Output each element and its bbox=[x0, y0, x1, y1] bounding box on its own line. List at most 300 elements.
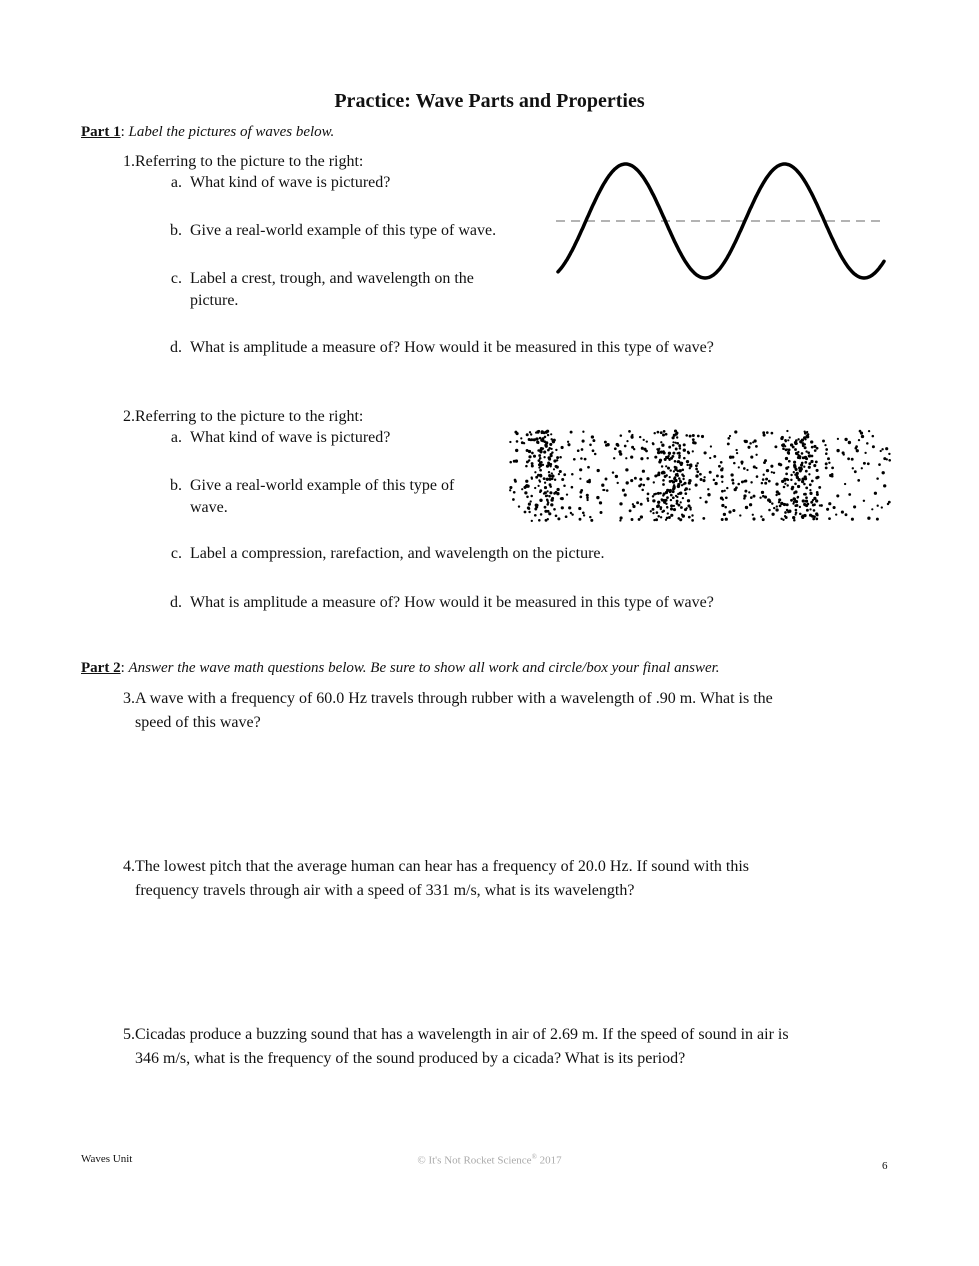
wave-particle bbox=[680, 518, 683, 521]
wave-particle bbox=[853, 505, 856, 508]
wave-particle bbox=[787, 511, 790, 514]
wave-particle bbox=[773, 472, 775, 474]
wave-particle bbox=[530, 495, 533, 498]
wave-particle bbox=[689, 464, 692, 467]
wave-particle bbox=[509, 461, 512, 464]
wave-particle bbox=[871, 508, 873, 510]
wave-particle bbox=[825, 452, 828, 455]
wave-particle bbox=[785, 449, 788, 452]
wave-particle bbox=[549, 483, 552, 486]
wave-particle bbox=[835, 513, 837, 515]
wave-particle bbox=[733, 462, 736, 465]
wave-particle bbox=[599, 511, 602, 514]
wave-particle bbox=[854, 447, 857, 450]
wave-particle bbox=[657, 515, 660, 518]
wave-particle bbox=[705, 500, 708, 503]
wave-particle bbox=[605, 478, 608, 481]
wave-particle bbox=[692, 434, 695, 437]
wave-particle bbox=[573, 458, 576, 461]
wave-particle bbox=[528, 503, 531, 506]
wave-particle bbox=[686, 460, 689, 463]
question-4-line-2: frequency travels through air with a speed of 331 m/s, what is its wavelength? bbox=[135, 882, 635, 899]
wave-particle bbox=[535, 431, 537, 433]
question-5-line-1: Cicadas produce a buzzing sound that has a wavelength in air of 2.69 m. If the speed of sound in air is bbox=[135, 1026, 789, 1043]
wave-particle bbox=[863, 500, 865, 502]
wave-particle bbox=[788, 460, 791, 463]
wave-particle bbox=[686, 464, 688, 466]
wave-particle bbox=[663, 510, 666, 513]
wave-particle bbox=[615, 475, 618, 478]
wave-particle bbox=[783, 486, 786, 489]
wave-particle bbox=[539, 450, 542, 453]
wave-particle bbox=[554, 479, 556, 481]
wave-particle bbox=[720, 468, 723, 471]
wave-particle bbox=[591, 435, 594, 438]
wave-particle bbox=[876, 518, 879, 521]
wave-particle bbox=[577, 449, 580, 452]
wave-particle bbox=[525, 465, 528, 468]
wave-particle bbox=[582, 431, 584, 433]
wave-particle bbox=[579, 496, 582, 499]
wave-particle bbox=[781, 444, 784, 447]
wave-particle bbox=[841, 511, 844, 514]
wave-particle bbox=[854, 470, 857, 473]
wave-particle bbox=[509, 486, 512, 489]
wave-particle bbox=[556, 459, 558, 461]
wave-particle bbox=[540, 513, 543, 516]
wave-particle bbox=[514, 431, 517, 434]
wave-particle bbox=[672, 490, 675, 493]
wave-particle bbox=[695, 484, 698, 487]
wave-particle bbox=[561, 506, 564, 509]
wave-particle bbox=[801, 462, 804, 465]
wave-particle bbox=[883, 457, 886, 460]
wave-particle bbox=[683, 483, 685, 485]
wave-particle bbox=[802, 499, 805, 502]
wave-particle bbox=[815, 499, 818, 502]
wave-particle bbox=[641, 447, 644, 450]
wave-particle bbox=[630, 479, 633, 482]
wave-particle bbox=[680, 462, 683, 465]
wave-particle bbox=[531, 478, 533, 480]
wave-particle bbox=[670, 514, 673, 517]
wave-particle bbox=[668, 446, 671, 449]
wave-particle bbox=[667, 512, 669, 514]
wave-particle bbox=[766, 431, 769, 434]
wave-particle bbox=[538, 454, 541, 457]
wave-particle bbox=[710, 445, 712, 447]
wave-particle bbox=[807, 451, 810, 454]
question-2-number: 2. bbox=[123, 408, 135, 425]
wave-particle bbox=[550, 453, 553, 456]
wave-particle bbox=[671, 455, 674, 458]
wave-particle bbox=[568, 506, 571, 509]
wave-particle bbox=[655, 493, 657, 495]
wave-particle bbox=[659, 492, 661, 494]
wave-particle bbox=[638, 518, 641, 521]
wave-particle bbox=[678, 444, 680, 446]
wave-particle bbox=[601, 484, 604, 487]
question-3 bbox=[109, 687, 773, 735]
wave-particle bbox=[643, 484, 646, 487]
wave-particle bbox=[567, 441, 569, 443]
wave-particle bbox=[686, 507, 688, 509]
wave-particle bbox=[509, 441, 511, 443]
wave-particle bbox=[759, 497, 761, 499]
wave-particle bbox=[680, 506, 683, 509]
wave-particle bbox=[578, 507, 581, 510]
question-2 bbox=[109, 405, 363, 429]
wave-particle bbox=[614, 447, 617, 450]
wave-particle bbox=[668, 516, 671, 519]
wave-particle bbox=[541, 431, 544, 434]
wave-particle bbox=[833, 506, 836, 509]
wave-particle bbox=[588, 479, 591, 482]
wave-particle bbox=[775, 482, 778, 485]
wave-particle bbox=[762, 478, 765, 481]
wave-particle bbox=[752, 514, 754, 516]
wave-particle bbox=[539, 481, 541, 483]
wave-particle bbox=[683, 449, 686, 452]
wave-particle bbox=[691, 519, 694, 522]
wave-particle bbox=[795, 468, 798, 471]
wave-particle bbox=[872, 435, 875, 438]
wave-particle bbox=[771, 513, 774, 516]
wave-particle bbox=[867, 517, 870, 520]
wave-particle bbox=[673, 484, 675, 486]
wave-particle bbox=[650, 510, 652, 512]
footer-copyright bbox=[0, 1153, 979, 1167]
wave-particle bbox=[763, 474, 765, 476]
wave-particle bbox=[749, 442, 752, 445]
wave-particle bbox=[868, 430, 870, 432]
wave-particle bbox=[713, 455, 716, 458]
wave-particle bbox=[540, 439, 543, 442]
part2-heading bbox=[81, 660, 720, 677]
wave-particle bbox=[748, 491, 750, 493]
wave-particle bbox=[551, 475, 554, 478]
wave-particle bbox=[753, 495, 756, 498]
wave-particle bbox=[539, 499, 542, 502]
question-1c-text: Label a crest, trough, and wavelength on the bbox=[190, 270, 474, 287]
wave-particle bbox=[790, 474, 792, 476]
wave-particle bbox=[810, 501, 813, 504]
wave-particle bbox=[549, 465, 551, 467]
wave-particle bbox=[652, 499, 655, 502]
wave-particle bbox=[547, 490, 549, 492]
wave-particle bbox=[586, 496, 589, 499]
wave-particle bbox=[571, 473, 574, 476]
wave-particle bbox=[741, 462, 743, 464]
wave-particle bbox=[776, 490, 779, 493]
wave-particle bbox=[640, 515, 643, 518]
wave-particle bbox=[662, 483, 665, 486]
wave-particle bbox=[548, 495, 550, 497]
wave-particle bbox=[860, 432, 863, 435]
wave-particle bbox=[540, 447, 543, 450]
wave-particle bbox=[646, 440, 648, 442]
wave-particle bbox=[803, 514, 806, 517]
wave-particle bbox=[746, 469, 748, 471]
wave-particle bbox=[806, 509, 809, 512]
wave-particle bbox=[704, 451, 707, 454]
wave-particle bbox=[684, 492, 687, 495]
question-2a bbox=[158, 427, 390, 449]
wave-particle bbox=[659, 459, 662, 462]
wave-particle bbox=[666, 496, 669, 499]
wave-particle bbox=[544, 436, 547, 439]
wave-particle bbox=[652, 508, 655, 511]
wave-particle bbox=[761, 491, 764, 494]
wave-particle bbox=[566, 493, 568, 495]
wave-particle bbox=[669, 469, 671, 471]
wave-particle bbox=[669, 489, 672, 492]
wave-particle bbox=[881, 448, 883, 450]
wave-particle bbox=[673, 505, 675, 507]
wave-particle bbox=[878, 463, 881, 466]
wave-particle bbox=[535, 476, 538, 479]
wave-particle bbox=[622, 489, 625, 492]
wave-particle bbox=[673, 508, 676, 511]
wave-particle bbox=[657, 501, 660, 504]
wave-particle bbox=[579, 468, 582, 471]
wave-particle bbox=[827, 457, 830, 460]
wave-particle bbox=[818, 486, 821, 489]
wave-particle bbox=[555, 491, 558, 494]
wave-particle bbox=[743, 467, 746, 470]
wave-particle bbox=[812, 518, 815, 521]
wave-particle bbox=[803, 503, 806, 506]
wave-particle bbox=[765, 478, 768, 481]
wave-particle bbox=[790, 499, 793, 502]
wave-particle bbox=[682, 497, 684, 499]
wave-particle bbox=[672, 444, 675, 447]
wave-particle bbox=[858, 439, 860, 441]
wave-particle bbox=[525, 480, 528, 483]
wave-particle bbox=[695, 468, 698, 471]
wave-particle bbox=[540, 461, 543, 464]
wave-particle bbox=[674, 479, 677, 482]
wave-particle bbox=[722, 498, 724, 500]
wave-particle bbox=[785, 440, 787, 442]
wave-particle bbox=[739, 514, 741, 516]
wave-particle bbox=[793, 519, 796, 522]
wave-particle bbox=[824, 444, 826, 446]
wave-particle bbox=[786, 430, 788, 432]
wave-particle bbox=[784, 483, 786, 485]
wave-particle bbox=[550, 433, 552, 435]
question-5 bbox=[109, 1023, 789, 1071]
wave-particle bbox=[571, 513, 573, 515]
wave-particle bbox=[516, 440, 519, 443]
page-number: 6 bbox=[882, 1160, 888, 1172]
wave-particle bbox=[619, 502, 622, 505]
wave-particle bbox=[816, 514, 819, 517]
wave-particle bbox=[847, 457, 850, 460]
question-2d-letter: d. bbox=[170, 594, 182, 611]
wave-particle bbox=[731, 479, 734, 482]
wave-particle bbox=[747, 446, 750, 449]
question-3-line-2: speed of this wave? bbox=[135, 714, 261, 731]
wave-particle bbox=[587, 466, 590, 469]
wave-particle bbox=[514, 479, 517, 482]
wave-particle bbox=[806, 435, 809, 438]
wave-particle bbox=[653, 432, 655, 434]
wave-particle bbox=[809, 514, 812, 517]
wave-particle bbox=[670, 507, 673, 510]
wave-particle bbox=[660, 508, 662, 510]
wave-particle bbox=[539, 474, 542, 477]
wave-particle bbox=[626, 440, 628, 442]
wave-particle bbox=[700, 478, 703, 481]
wave-particle bbox=[702, 479, 705, 482]
wave-particle bbox=[531, 452, 534, 455]
wave-particle bbox=[606, 489, 609, 492]
wave-particle bbox=[656, 511, 659, 514]
wave-particle bbox=[800, 468, 803, 471]
wave-particle bbox=[662, 450, 665, 453]
wave-particle bbox=[548, 478, 551, 481]
wave-particle bbox=[682, 469, 685, 472]
wave-particle bbox=[816, 491, 819, 494]
wave-particle bbox=[814, 449, 817, 452]
wave-particle bbox=[674, 476, 677, 479]
question-1d bbox=[158, 337, 714, 359]
wave-particle bbox=[866, 442, 869, 445]
wave-particle bbox=[586, 499, 588, 501]
wave-particle bbox=[755, 454, 757, 456]
wave-particle bbox=[647, 493, 650, 496]
wave-particle bbox=[764, 459, 767, 462]
wave-particle bbox=[809, 508, 811, 510]
wave-particle bbox=[617, 482, 619, 484]
wave-particle bbox=[670, 499, 672, 501]
wave-particle bbox=[804, 438, 806, 440]
wave-particle bbox=[766, 469, 769, 472]
wave-particle bbox=[760, 515, 762, 517]
wave-particle bbox=[640, 457, 643, 460]
wave-particle bbox=[557, 517, 560, 520]
wave-particle bbox=[688, 516, 691, 519]
wave-particle bbox=[551, 472, 553, 474]
wave-particle bbox=[805, 496, 808, 499]
wave-particle bbox=[794, 513, 796, 515]
wave-particle bbox=[531, 462, 534, 465]
wave-particle bbox=[671, 480, 673, 482]
wave-particle bbox=[631, 446, 634, 449]
question-2b-text-cont: wave. bbox=[190, 499, 228, 516]
wave-particle bbox=[755, 445, 758, 448]
wave-particle bbox=[806, 431, 808, 433]
wave-particle bbox=[641, 489, 644, 492]
wave-particle bbox=[523, 486, 526, 489]
wave-particle bbox=[794, 482, 797, 485]
wave-particle bbox=[524, 491, 527, 494]
wave-particle bbox=[592, 439, 595, 442]
wave-particle bbox=[570, 431, 573, 434]
wave-particle bbox=[787, 479, 789, 481]
wave-particle bbox=[652, 443, 655, 446]
wave-particle bbox=[579, 478, 581, 480]
wave-particle bbox=[768, 480, 771, 483]
wave-particle bbox=[788, 448, 791, 451]
wave-particle bbox=[793, 498, 796, 501]
wave-particle bbox=[582, 440, 585, 443]
wave-particle bbox=[848, 441, 851, 444]
wave-particle bbox=[530, 500, 532, 502]
wave-particle bbox=[797, 438, 799, 440]
wave-particle bbox=[661, 498, 664, 501]
wave-particle bbox=[520, 437, 522, 439]
wave-particle bbox=[787, 451, 790, 454]
wave-particle bbox=[544, 486, 547, 489]
wave-particle bbox=[515, 459, 518, 462]
wave-particle bbox=[771, 471, 773, 473]
wave-particle bbox=[665, 499, 668, 502]
wave-particle bbox=[734, 488, 737, 491]
wave-particle bbox=[753, 465, 756, 468]
wave-particle bbox=[782, 447, 785, 450]
wave-particle bbox=[678, 456, 681, 459]
wave-particle bbox=[543, 477, 546, 480]
wave-particle bbox=[743, 480, 746, 483]
wave-particle bbox=[521, 441, 524, 444]
question-1-number: 1. bbox=[123, 153, 135, 170]
wave-particle bbox=[744, 490, 747, 493]
wave-particle bbox=[586, 494, 589, 497]
wave-particle bbox=[674, 442, 676, 444]
wave-particle bbox=[771, 432, 774, 435]
wave-particle bbox=[762, 518, 765, 521]
wave-particle bbox=[844, 483, 846, 485]
wave-particle bbox=[553, 508, 556, 511]
wave-particle bbox=[678, 452, 681, 455]
wave-particle bbox=[848, 493, 851, 496]
wave-particle bbox=[515, 449, 518, 452]
wave-particle bbox=[763, 434, 766, 437]
wave-particle bbox=[582, 511, 585, 514]
wave-particle bbox=[784, 445, 786, 447]
wave-particle bbox=[596, 496, 599, 499]
wave-particle bbox=[652, 495, 654, 497]
wave-particle bbox=[530, 433, 532, 435]
question-1d-letter: d. bbox=[170, 339, 182, 356]
wave-particle bbox=[521, 488, 523, 490]
wave-particle bbox=[675, 466, 678, 469]
wave-particle bbox=[642, 470, 645, 473]
wave-particle bbox=[794, 448, 797, 451]
wave-particle bbox=[801, 477, 804, 480]
wave-particle bbox=[676, 436, 678, 438]
wave-particle bbox=[864, 452, 866, 454]
question-2c bbox=[158, 543, 605, 565]
wave-particle bbox=[688, 488, 690, 490]
wave-particle bbox=[727, 437, 730, 440]
wave-particle bbox=[660, 441, 662, 443]
wave-particle bbox=[845, 513, 848, 516]
wave-particle bbox=[620, 434, 623, 437]
wave-particle bbox=[803, 483, 806, 486]
wave-particle bbox=[778, 463, 781, 466]
wave-particle bbox=[529, 431, 531, 433]
wave-particle bbox=[647, 500, 649, 502]
wave-particle bbox=[888, 453, 890, 455]
wave-particle bbox=[679, 480, 682, 483]
wave-particle bbox=[528, 511, 530, 513]
wave-particle bbox=[792, 516, 795, 519]
wave-particle bbox=[776, 505, 778, 507]
wave-particle bbox=[852, 467, 854, 469]
